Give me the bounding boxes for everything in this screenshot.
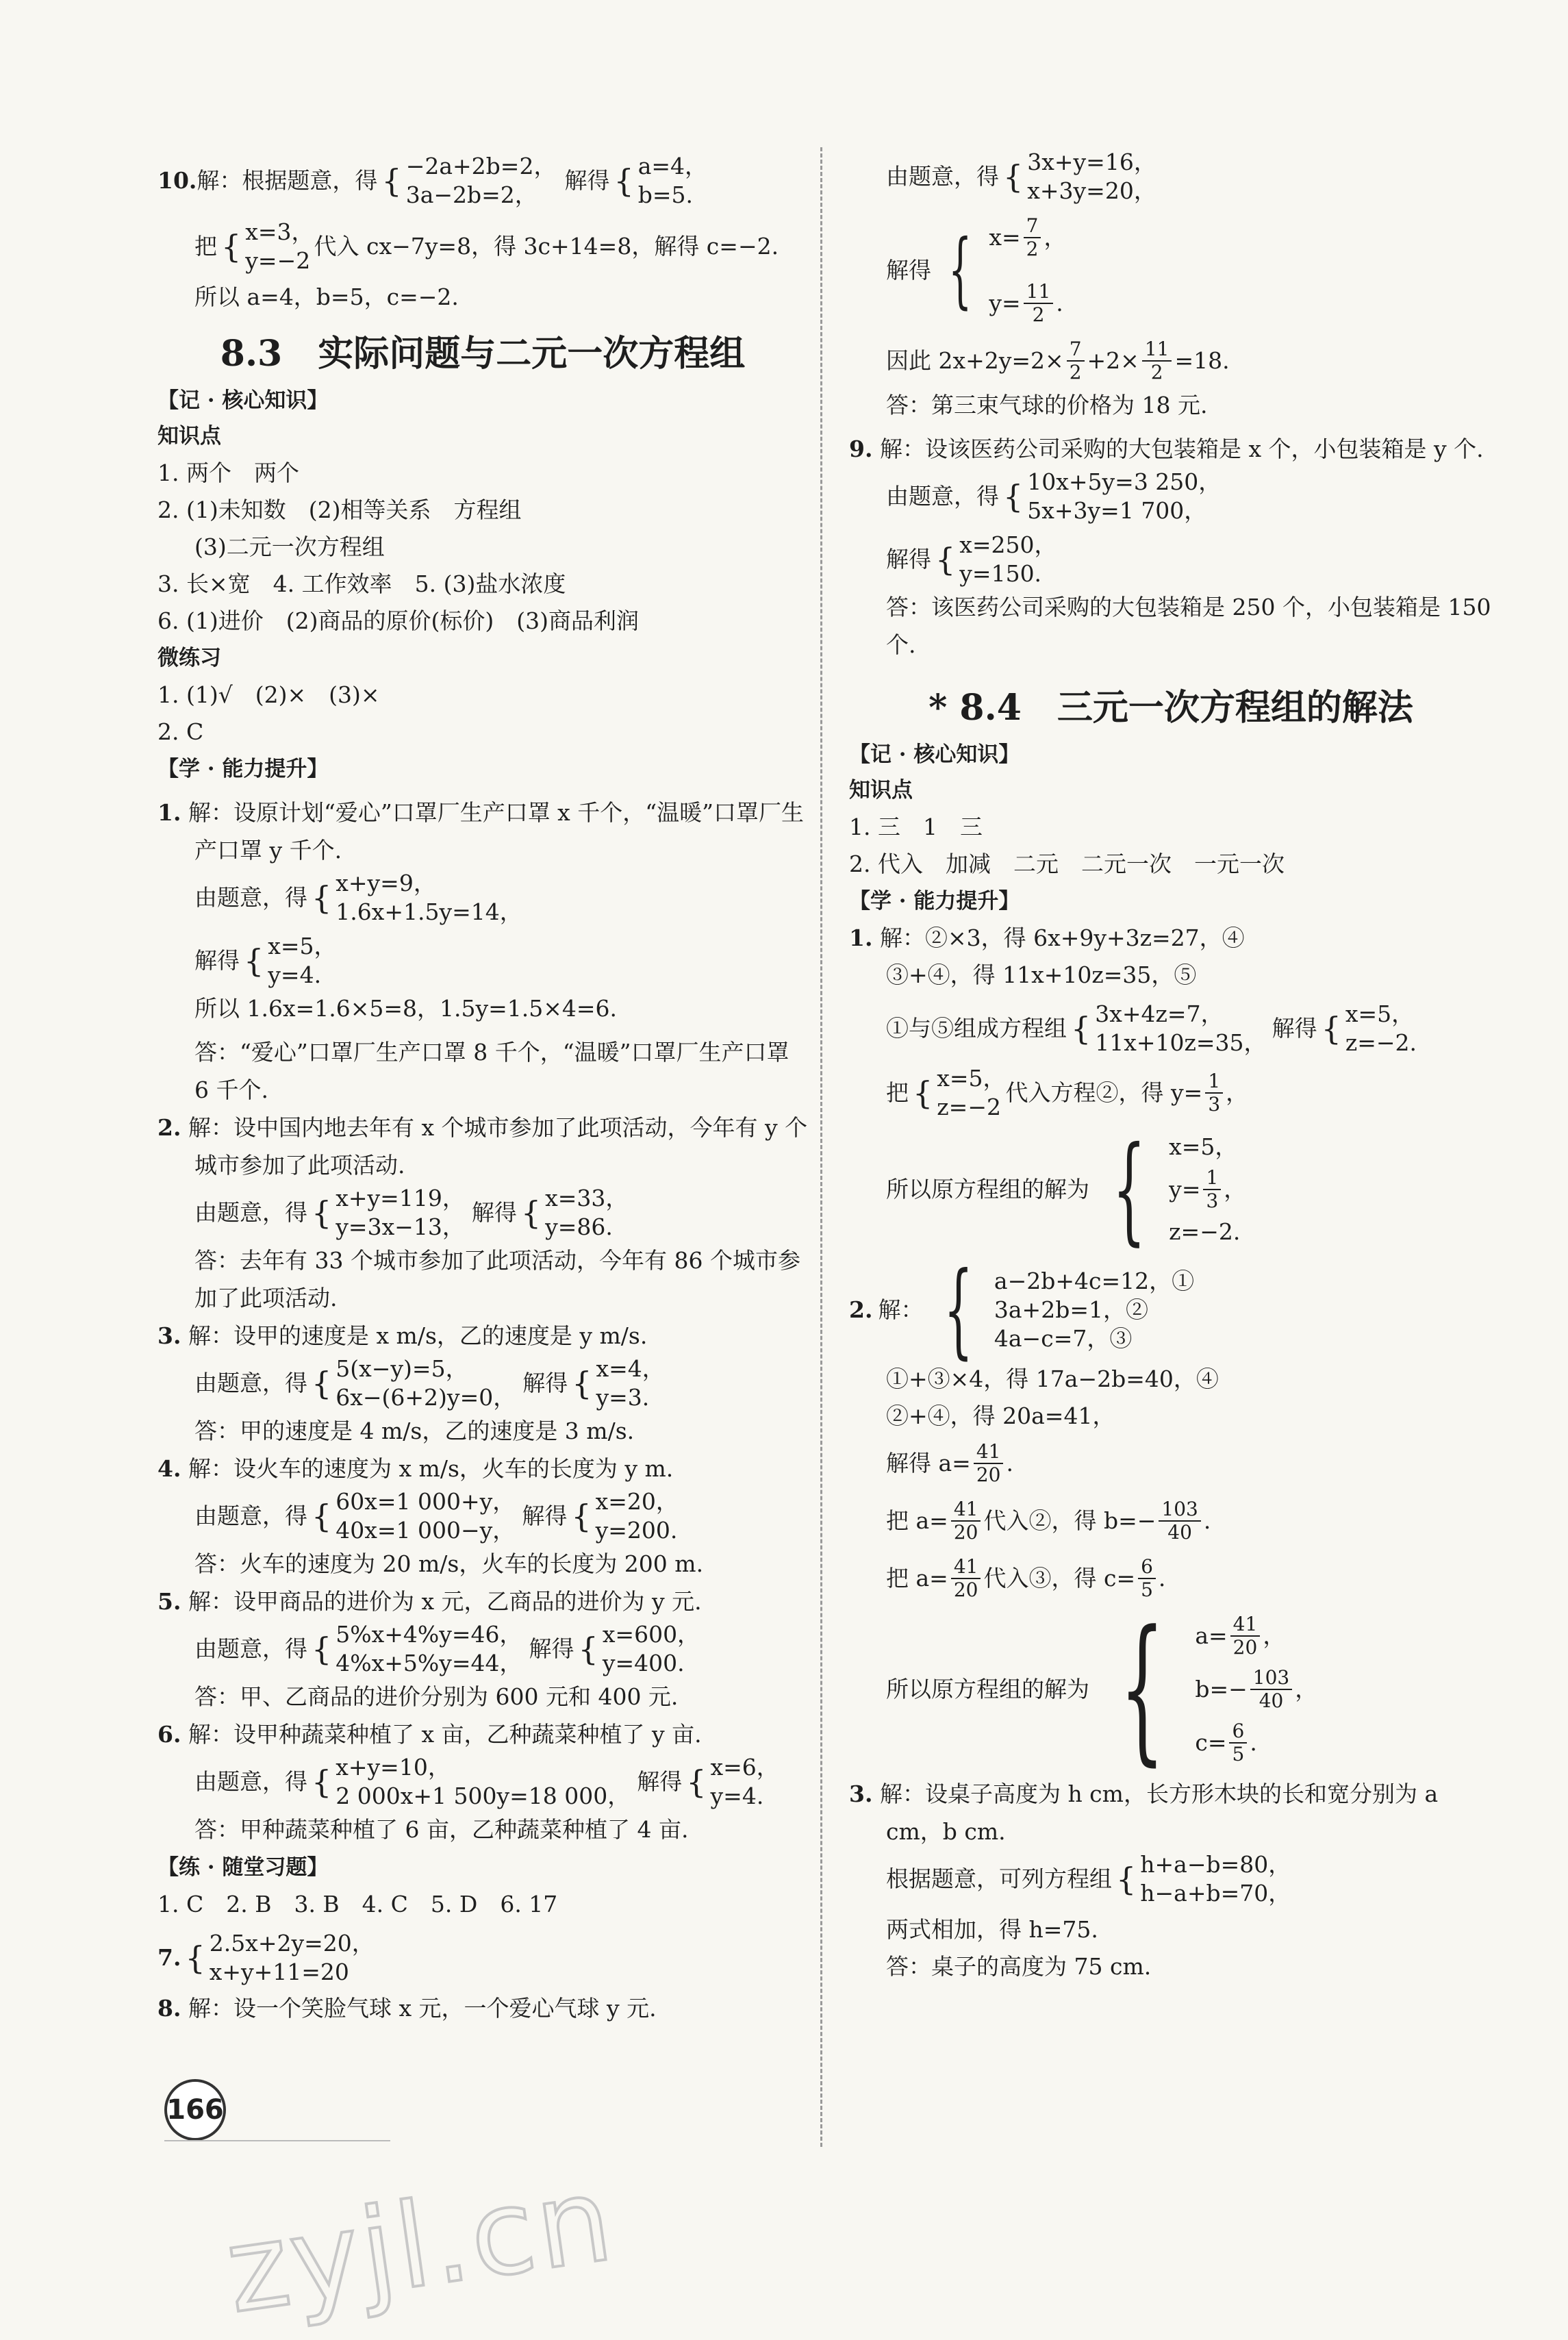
fraction — [1024, 215, 1041, 260]
brace: { — [312, 879, 332, 916]
eq: 3x+y=16， — [1027, 149, 1156, 175]
sys — [336, 1753, 630, 1811]
r2-a: 解得 a= $\frac{41}{20}$ . — [886, 1440, 1013, 1486]
eq: x+y=10， — [336, 1754, 451, 1781]
numerator: 7 — [1067, 338, 1085, 362]
sys — [545, 1184, 628, 1242]
brace: { — [312, 1498, 332, 1535]
fraction — [1203, 1167, 1221, 1212]
practice-label: 微练习 — [157, 646, 221, 670]
eq: a= $\frac{41}{20}$ ， — [1195, 1613, 1286, 1659]
text: 解得 a= — [886, 1450, 971, 1476]
eq: y=4. — [710, 1783, 764, 1809]
eq: y=400. — [602, 1650, 685, 1676]
watermark-logo: zyjl.cn — [218, 2151, 622, 2340]
drill-header: 【练 · 随堂习题】 — [157, 1855, 329, 1880]
eq: 4%x+5%y=44， — [336, 1650, 522, 1676]
eq: x=5， — [1345, 1001, 1415, 1027]
practice-item: 2. C — [157, 718, 204, 745]
num: 6. — [157, 1721, 181, 1748]
lhs: x= — [989, 224, 1021, 251]
r3-system — [849, 1850, 1493, 1908]
kp-item: 3. 长×宽 4. 工作效率 5. (3)盐水浓度 — [157, 570, 566, 597]
eq: x+y+11=20 — [209, 1959, 349, 1985]
eq: z=−2 — [937, 1094, 1001, 1120]
kp-item: 2. 代入 加减 二元 二元一次 一元一次 — [849, 851, 1285, 877]
p5-system — [157, 1620, 808, 1678]
sys — [1169, 1133, 1246, 1246]
eq: x= $\frac{7}{2}$ ， — [989, 214, 1067, 260]
brace: { — [571, 1498, 592, 1535]
lhs: c= — [1195, 1729, 1227, 1756]
p3-answer: 答：甲的速度是 4 m/s，乙的速度是 3 m/s. — [194, 1418, 635, 1444]
knowledge-point-label: 知识点 — [849, 778, 913, 803]
text: ①与⑤组成方程组 — [886, 1015, 1067, 1042]
eq: y= $\frac{1}{3}$ ， — [1169, 1166, 1247, 1212]
q8-text — [157, 1996, 808, 2021]
numerator: 1 — [1203, 1167, 1221, 1190]
denominator: 40 — [1167, 1521, 1192, 1544]
ability-header: 【学 · 能力提升】 — [849, 889, 1020, 914]
text: 由题意，得 — [194, 1370, 307, 1396]
r3-text — [849, 1775, 1493, 1850]
brace: { — [312, 1194, 332, 1231]
brace: { — [312, 1631, 332, 1668]
q9-text — [849, 430, 1493, 468]
footer-rule — [164, 2140, 390, 2141]
eq: x+3y=20， — [1027, 177, 1156, 204]
denominator: 3 — [1206, 1190, 1219, 1212]
text: 解：②×3，得 6x+9y+3z=27，④ — [879, 924, 1245, 951]
eq: x=250， — [959, 531, 1057, 558]
numerator: 103 — [1159, 1498, 1200, 1522]
brace: { — [578, 1631, 598, 1668]
r1-final — [849, 1122, 1493, 1257]
fraction — [1024, 281, 1054, 326]
q9-solution — [849, 531, 1493, 588]
r3-line2: 两式相加，得 h=75. — [886, 1916, 1098, 1943]
left-column — [157, 137, 808, 2021]
eq: h+a−b=80， — [1140, 1851, 1291, 1878]
p5-text — [157, 1583, 808, 1620]
eq: y= $\frac{11}{2}$ . — [989, 280, 1063, 326]
eq: b=5. — [637, 181, 693, 208]
brace: { — [944, 1250, 974, 1370]
numerator: 7 — [1024, 215, 1041, 238]
section-title-8-3: 8.3 实际问题与二元一次方程组 — [220, 333, 746, 375]
text: 解得 — [886, 546, 931, 573]
p3-system — [157, 1355, 808, 1412]
p2-system — [157, 1184, 808, 1242]
r2-system — [849, 1250, 1493, 1370]
core-knowledge-header: 【记 · 核心知识】 — [849, 742, 1020, 767]
num: 8. — [157, 1995, 181, 2022]
denominator: 20 — [1232, 1636, 1258, 1659]
eq: x=6， — [710, 1754, 779, 1781]
denominator: 2 — [1150, 361, 1163, 383]
fraction — [1230, 1613, 1261, 1659]
kp-item: (3)二元一次方程组 — [194, 533, 385, 560]
num: 2. — [849, 1296, 873, 1323]
sys — [1027, 148, 1156, 205]
p1-text — [157, 794, 808, 869]
p1-system — [157, 869, 808, 927]
brace: { — [1071, 1010, 1091, 1047]
eq: 3a+2b=1，② — [994, 1296, 1148, 1323]
eq: 1.6x+1.5y=14， — [336, 898, 522, 925]
eq: 2.5x+2y=20， — [209, 1930, 375, 1957]
q10-solve: 解得 — [564, 167, 610, 194]
q7 — [157, 1929, 808, 1987]
section-title-8-4: * 8.4 三元一次方程组的解法 — [928, 687, 1413, 729]
denominator: 40 — [1259, 1689, 1284, 1712]
text: 代入③，得 c= — [983, 1565, 1136, 1592]
denominator: 2 — [1032, 303, 1045, 326]
brace: { — [381, 162, 402, 199]
brace: { — [244, 942, 264, 979]
brace: { — [1120, 1598, 1165, 1781]
text: 由题意，得 — [194, 1502, 307, 1529]
sys — [336, 1620, 522, 1678]
brace: { — [686, 1763, 707, 1800]
text: 由题意，得 — [194, 1635, 307, 1662]
text: 解：设中国内地去年有 x 个城市参加了此项活动，今年有 y 个城市参加了此项活动. — [188, 1114, 808, 1179]
text: 解：设甲种蔬菜种植了 x 亩，乙种蔬菜种植了 y 亩. — [188, 1721, 702, 1748]
p5-answer: 答：甲、乙商品的进价分别为 600 元和 400 元. — [194, 1683, 679, 1710]
text: 解得 — [522, 1502, 568, 1529]
numerator: 41 — [951, 1556, 981, 1579]
num: 1. — [157, 799, 181, 826]
q10-number: 10. — [157, 167, 197, 194]
fraction — [951, 1556, 981, 1601]
num: 1. — [849, 924, 873, 951]
right-column — [849, 137, 1493, 1979]
numerator: 41 — [974, 1441, 1004, 1464]
eq: c= $\frac{6}{5}$ . — [1195, 1720, 1257, 1765]
eq: 3x+4z=7， — [1095, 1001, 1224, 1027]
p4-answer: 答：火车的速度为 20 m/s，火车的长度为 200 m. — [194, 1550, 704, 1577]
num: 4. — [157, 1455, 181, 1482]
sys — [994, 1267, 1194, 1353]
num: 3. — [849, 1781, 873, 1807]
fraction — [1159, 1498, 1200, 1544]
sys — [336, 1487, 515, 1545]
fraction — [1138, 1556, 1156, 1601]
text: 把 a= — [886, 1565, 948, 1592]
drill-answers: 1. C 2. B 3. B 4. C 5. D 6. 17 — [157, 1891, 558, 1917]
q8-system — [849, 148, 1493, 205]
knowledge-point-label: 知识点 — [157, 424, 221, 449]
brace: { — [1003, 158, 1024, 195]
brace: { — [1112, 1122, 1146, 1257]
sys — [1027, 468, 1221, 525]
kp-item: 2. (1)未知数 (2)相等关系 方程组 — [157, 496, 522, 523]
p4-text — [157, 1450, 808, 1487]
brace: { — [948, 223, 972, 318]
sys — [596, 1487, 679, 1545]
eq: 11x+10z=35， — [1095, 1029, 1267, 1056]
ability-header: 【学 · 能力提升】 — [157, 757, 329, 781]
p6-system — [157, 1753, 808, 1811]
eq: y=150. — [959, 560, 1042, 587]
eq: 2 000x+1 500y=18 000， — [336, 1783, 631, 1809]
eq: 40x=1 000−y， — [336, 1517, 516, 1544]
eq: 60x=1 000+y， — [336, 1488, 516, 1515]
eq: x=20， — [595, 1488, 679, 1515]
sys — [711, 1753, 779, 1811]
text: 所以原方程组的解为 — [886, 1176, 1089, 1203]
p4-system — [157, 1487, 808, 1545]
text: 把 — [194, 233, 217, 260]
sys — [1095, 1000, 1266, 1057]
sys — [989, 215, 1066, 326]
eq: 4a−c=7，③ — [994, 1325, 1133, 1352]
text: 解：设该医药公司采购的大包装箱是 x 个，小包装箱是 y 个. — [879, 436, 1484, 462]
text: 解：设桌子高度为 h cm，长方形木块的长和宽分别为 a cm，b cm. — [879, 1781, 1439, 1845]
text: 解得 — [194, 947, 240, 974]
q10-text: 解：根据题意，得 — [197, 167, 378, 194]
text: 由题意，得 — [886, 163, 999, 190]
q10-line3: 所以 a=4，b=5，c=−2. — [194, 284, 459, 310]
r2-final — [849, 1598, 1493, 1781]
kp-item: 6. (1)进价 (2)商品的原价(标价) (3)商品利润 — [157, 607, 639, 634]
sys — [268, 932, 336, 990]
p2-text — [157, 1109, 808, 1184]
p1-solution — [157, 932, 808, 990]
kp-item: 1. 两个 两个 — [157, 460, 299, 486]
r1-line2: ③+④，得 11x+10z=35，⑤ — [886, 961, 1197, 988]
text: 根据题意，可列方程组 — [886, 1865, 1112, 1892]
p1-answer: 答：“爱心”口罩厂生产口罩 8 千个，“温暖”口罩厂生产口罩 6 千个. — [194, 1039, 789, 1103]
eq: y=3. — [596, 1384, 650, 1411]
q10-line1 — [157, 152, 808, 210]
denominator: 20 — [953, 1578, 978, 1601]
sys — [937, 1064, 1005, 1122]
practice-item: 1. (1)√ (2)× (3)× — [157, 681, 380, 708]
brace: { — [1116, 1861, 1137, 1898]
num: 9. — [849, 436, 873, 462]
eq: 5(x−y)=5， — [336, 1355, 468, 1382]
eq: y=200. — [595, 1517, 678, 1544]
q10-system — [406, 152, 557, 210]
sys — [603, 1620, 700, 1678]
sys — [1345, 1000, 1417, 1057]
brace: { — [614, 162, 634, 199]
q10-line2 — [157, 218, 808, 275]
r1-line1 — [849, 926, 1493, 951]
text: 所以原方程组的解为 — [886, 1676, 1089, 1702]
text: 由题意，得 — [886, 483, 999, 509]
brace: { — [185, 1939, 205, 1976]
numerator: 6 — [1229, 1720, 1247, 1744]
text: 由题意，得 — [194, 884, 307, 911]
fraction — [1205, 1070, 1223, 1116]
eq: x=600， — [602, 1621, 700, 1648]
text: 解得 — [529, 1635, 574, 1662]
sys — [245, 218, 314, 275]
sys — [1140, 1850, 1291, 1908]
fraction — [951, 1498, 981, 1544]
num: 5. — [157, 1588, 181, 1615]
sys — [959, 531, 1057, 588]
text: 把 — [886, 1079, 909, 1106]
denominator: 3 — [1208, 1093, 1221, 1116]
eq: y=4. — [268, 961, 322, 988]
q9-answer: 答：该医药公司采购的大包装箱是 250 个，小包装箱是 150 个. — [886, 594, 1491, 658]
text: 解得 — [1272, 1015, 1317, 1042]
p2-answer: 答：去年有 33 个城市参加了此项活动，今年有 86 个城市参加了此项活动. — [194, 1247, 800, 1311]
text: 把 a= — [886, 1507, 948, 1534]
q9-system — [849, 468, 1493, 525]
brace: { — [312, 1763, 332, 1800]
p1-calc: 所以 1.6x=1.6×5=8，1.5y=1.5×4=6. — [194, 995, 618, 1022]
eq: x=5， — [1169, 1133, 1238, 1160]
text: 解得 — [886, 257, 931, 284]
eq: z=−2. — [1169, 1218, 1241, 1245]
p3-text — [157, 1317, 808, 1355]
eq: x+y=9， — [336, 870, 436, 896]
eq: a−2b+4c=12，① — [994, 1268, 1195, 1294]
denominator: 2 — [1026, 238, 1039, 260]
brace: { — [935, 541, 956, 578]
eq: y=86. — [545, 1213, 613, 1240]
lhs: y= — [989, 290, 1021, 316]
denominator: 20 — [976, 1463, 1001, 1486]
eq: y=−2 — [245, 247, 311, 274]
r2-line1: ①+③×4，得 17a−2b=40，④ — [886, 1366, 1219, 1392]
fraction — [974, 1441, 1004, 1486]
brace: { — [312, 1365, 332, 1402]
num: 3. — [157, 1322, 181, 1349]
eq: x=3， — [245, 218, 314, 245]
eq: x=5， — [268, 933, 337, 959]
numerator: 41 — [951, 1498, 981, 1522]
r2-c: 把 a= $\frac{41}{20}$ 代入③，得 c= $\frac{6}{5}$ . — [886, 1555, 1166, 1601]
r3-answer: 答：桌子的高度为 75 cm. — [886, 1953, 1152, 1980]
text: 解得 — [471, 1199, 517, 1226]
eq: x=4， — [596, 1355, 665, 1382]
eq: a=4， — [637, 153, 708, 179]
lhs: a= — [1195, 1622, 1228, 1649]
text: 解：设甲的速度是 x m/s，乙的速度是 y m/s. — [188, 1322, 648, 1349]
text: 解： — [878, 1296, 924, 1323]
eq: b=− $\frac{103}{40}$ ， — [1195, 1666, 1318, 1712]
sys — [210, 1929, 375, 1987]
lhs: y= — [1169, 1176, 1201, 1203]
brace: { — [1003, 478, 1024, 515]
q10-solution — [638, 152, 707, 210]
text: 解：设一个笑脸气球 x 元，一个爱心气球 y 元. — [188, 1995, 657, 2022]
eq: x=33， — [545, 1185, 629, 1211]
eq: 6x−(6+2)y=0， — [336, 1384, 516, 1411]
numerator: 11 — [1142, 338, 1172, 362]
eq: x+y=119， — [336, 1185, 465, 1211]
r2-b: 把 a= $\frac{41}{20}$ 代入②，得 b=− $\frac{103}{40}$ . — [886, 1498, 1211, 1544]
brace: { — [913, 1074, 933, 1111]
eq: 3a−2b=2， — [405, 181, 538, 208]
sys — [596, 1355, 665, 1412]
text: 代入 cx−7y=8，得 3c+14=8，解得 c=−2. — [314, 233, 779, 260]
eq: x=5， — [937, 1065, 1006, 1092]
text: 由题意，得 — [194, 1199, 307, 1226]
lhs: b=− — [1195, 1676, 1248, 1702]
denominator: 5 — [1232, 1743, 1245, 1765]
sys — [336, 1355, 516, 1412]
brace: { — [221, 228, 242, 265]
eq: z=−2. — [1345, 1029, 1417, 1056]
numerator: 41 — [1230, 1613, 1261, 1637]
text: 解得 — [522, 1370, 568, 1396]
eq: −2a+2b=2， — [405, 153, 557, 179]
denominator: 2 — [1069, 361, 1082, 383]
p6-answer: 答：甲种蔬菜种植了 6 亩，乙种蔬菜种植了 4 亩. — [194, 1816, 689, 1843]
fraction — [1229, 1720, 1247, 1765]
core-knowledge-header: 【记 · 核心知识】 — [157, 388, 329, 413]
eq: h−a+b=70， — [1140, 1880, 1291, 1907]
brace: { — [520, 1194, 542, 1231]
q8-solution — [849, 215, 1493, 326]
r1-substitute: 把 { x=5， z=−2 代入方程②，得 y= $\frac{1}{3}$ ， — [886, 1065, 1249, 1120]
text: 解得 — [637, 1768, 683, 1795]
eq: 5x+3y=1 700， — [1027, 497, 1207, 524]
numerator: 11 — [1024, 281, 1054, 304]
text: 解：设原计划“爱心”口罩厂生产口罩 x 千个，“温暖”口罩厂生产口罩 y 千个. — [188, 799, 805, 864]
numerator: 103 — [1250, 1667, 1292, 1690]
num: 2. — [157, 1114, 181, 1141]
numerator: 6 — [1138, 1556, 1156, 1579]
text: 解：设甲商品的进价为 x 元，乙商品的进价为 y 元. — [188, 1588, 702, 1615]
text: 代入方程②，得 y= — [1005, 1079, 1203, 1106]
text: 代入②，得 b=− — [983, 1507, 1156, 1534]
fraction — [1250, 1667, 1292, 1712]
sys — [1195, 1613, 1317, 1765]
text: =18. — [1174, 347, 1230, 374]
page-number-badge: 166 — [164, 2079, 226, 2141]
r2-line2: ②+④，得 20a=41， — [886, 1402, 1115, 1429]
eq: y=3x−13， — [336, 1213, 465, 1240]
sys — [336, 1184, 465, 1242]
text: 因此 2x+2y=2× — [886, 347, 1064, 374]
denominator: 5 — [1141, 1578, 1153, 1601]
eq: 5%x+4%y=46， — [336, 1621, 522, 1648]
numerator: 1 — [1205, 1070, 1223, 1094]
q8-answer: 答：第三束气球的价格为 18 元. — [886, 392, 1208, 418]
denominator: 20 — [953, 1521, 978, 1544]
brace: { — [1321, 1010, 1341, 1047]
q8-then — [849, 338, 1493, 383]
p6-text — [157, 1715, 808, 1753]
brace: { — [572, 1365, 592, 1402]
eq: 10x+5y=3 250， — [1027, 468, 1222, 495]
r1-system — [849, 1000, 1493, 1057]
fraction — [1067, 338, 1085, 383]
text: 解：设火车的速度为 x m/s，火车的长度为 y m. — [188, 1455, 674, 1482]
text: 由题意，得 — [194, 1768, 307, 1795]
kp-item: 1. 三 1 三 — [849, 814, 983, 840]
column-divider — [820, 147, 822, 2147]
fraction — [1142, 338, 1172, 383]
sys — [336, 869, 522, 927]
text: +2× — [1087, 347, 1139, 374]
num: 7. — [157, 1944, 181, 1971]
